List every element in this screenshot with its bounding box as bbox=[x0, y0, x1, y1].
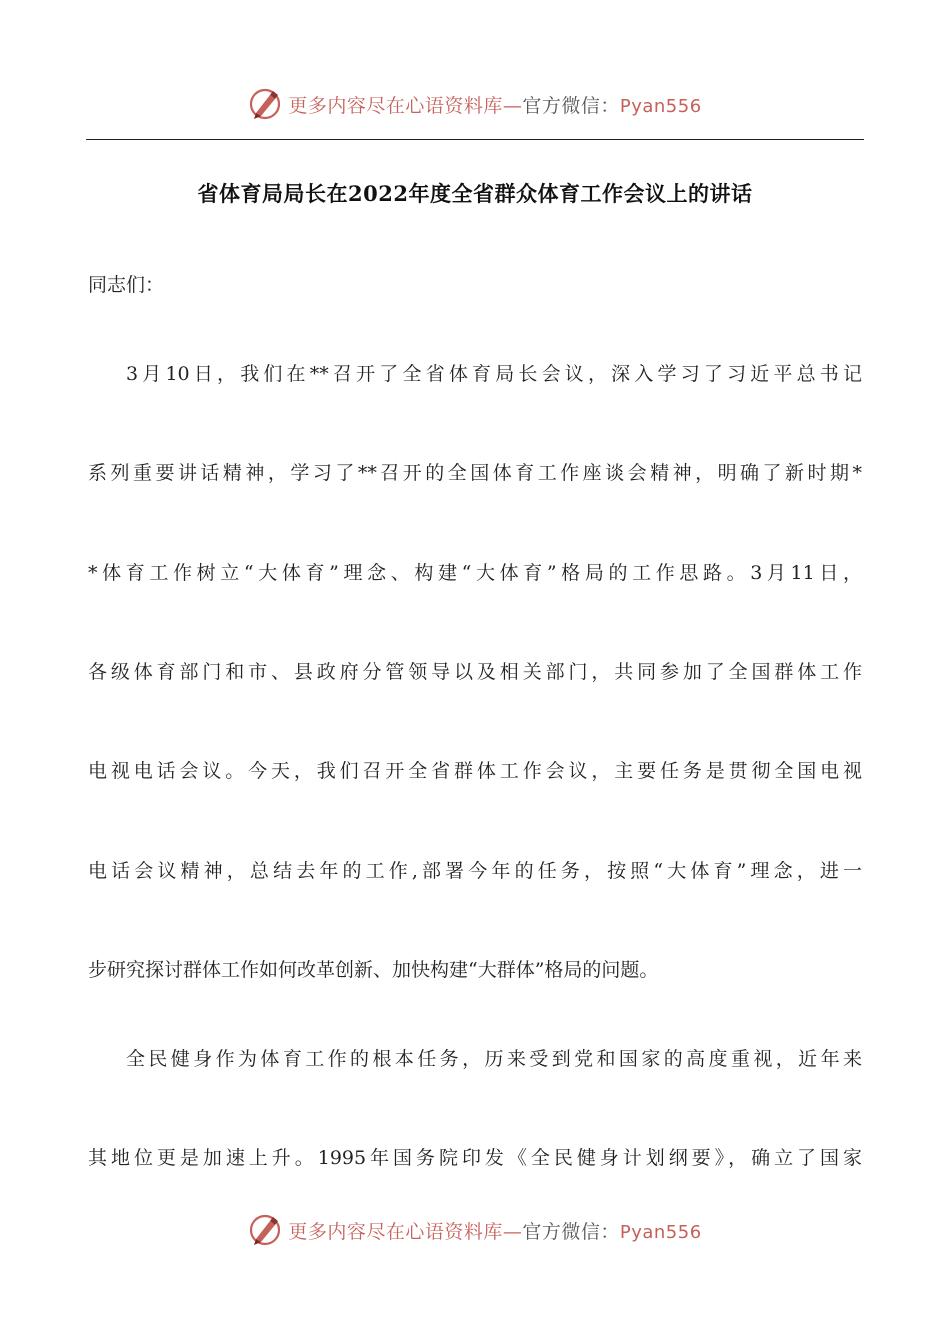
body-line-2: 系列重要讲话精神，学习了**召开的全国体育工作座谈会精神，明确了新时期* bbox=[88, 462, 862, 484]
banner-dash: — bbox=[502, 1220, 523, 1243]
banner-brand: 更多内容尽在心语资料库 bbox=[288, 94, 503, 117]
footer-banner-text bbox=[288, 1217, 701, 1244]
body-line-5: 电视电话会议。今天，我们召开全省群体工作会议，主要任务是贯彻全国电视 bbox=[88, 760, 862, 782]
body-line-9: 其地位更是加速上升。1995年国务院印发《全民健身计划纲要》，确立了国家 bbox=[88, 1147, 862, 1169]
salutation: 同志们： bbox=[88, 274, 165, 296]
body-line-6: 电话会议精神，总结去年的工作,部署今年的任务，按照“大体育”理念，进一 bbox=[88, 860, 862, 882]
header-divider bbox=[86, 139, 864, 140]
banner-wechat-label: 官方微信： bbox=[522, 94, 620, 117]
pen-logo-icon bbox=[248, 1212, 284, 1248]
body-line-8: 全民健身作为体育工作的根本任务，历来受到党和国家的高度重视，近年来 bbox=[126, 1048, 862, 1070]
document-title: 省体育局局长在2022年度全省群众体育工作会议上的讲话 bbox=[197, 181, 753, 206]
header-banner bbox=[0, 84, 950, 124]
banner-brand: 更多内容尽在心语资料库 bbox=[288, 1220, 503, 1243]
body-line-1: 3月10日，我们在**召开了全省体育局长会议，深入学习了习近平总书记 bbox=[126, 363, 862, 385]
header-banner-text bbox=[288, 91, 701, 118]
banner-dash: — bbox=[502, 94, 523, 117]
body-line-7: 步研究探讨群体工作如何改革创新、加快构建“大群体”格局的问题。 bbox=[88, 959, 659, 981]
pen-logo-icon bbox=[248, 86, 284, 122]
footer-banner bbox=[0, 1210, 950, 1250]
body-line-4: 各级体育部门和市、县政府分管领导以及相关部门，共同参加了全国群体工作 bbox=[88, 661, 862, 683]
body-line-3: *体育工作树立“大体育”理念、构建“大体育”格局的工作思路。3月11日， bbox=[88, 562, 862, 584]
banner-wechat-label: 官方微信： bbox=[522, 1220, 620, 1243]
banner-wechat-id: Pyan556 bbox=[619, 1221, 702, 1243]
banner-wechat-id: Pyan556 bbox=[619, 95, 702, 117]
